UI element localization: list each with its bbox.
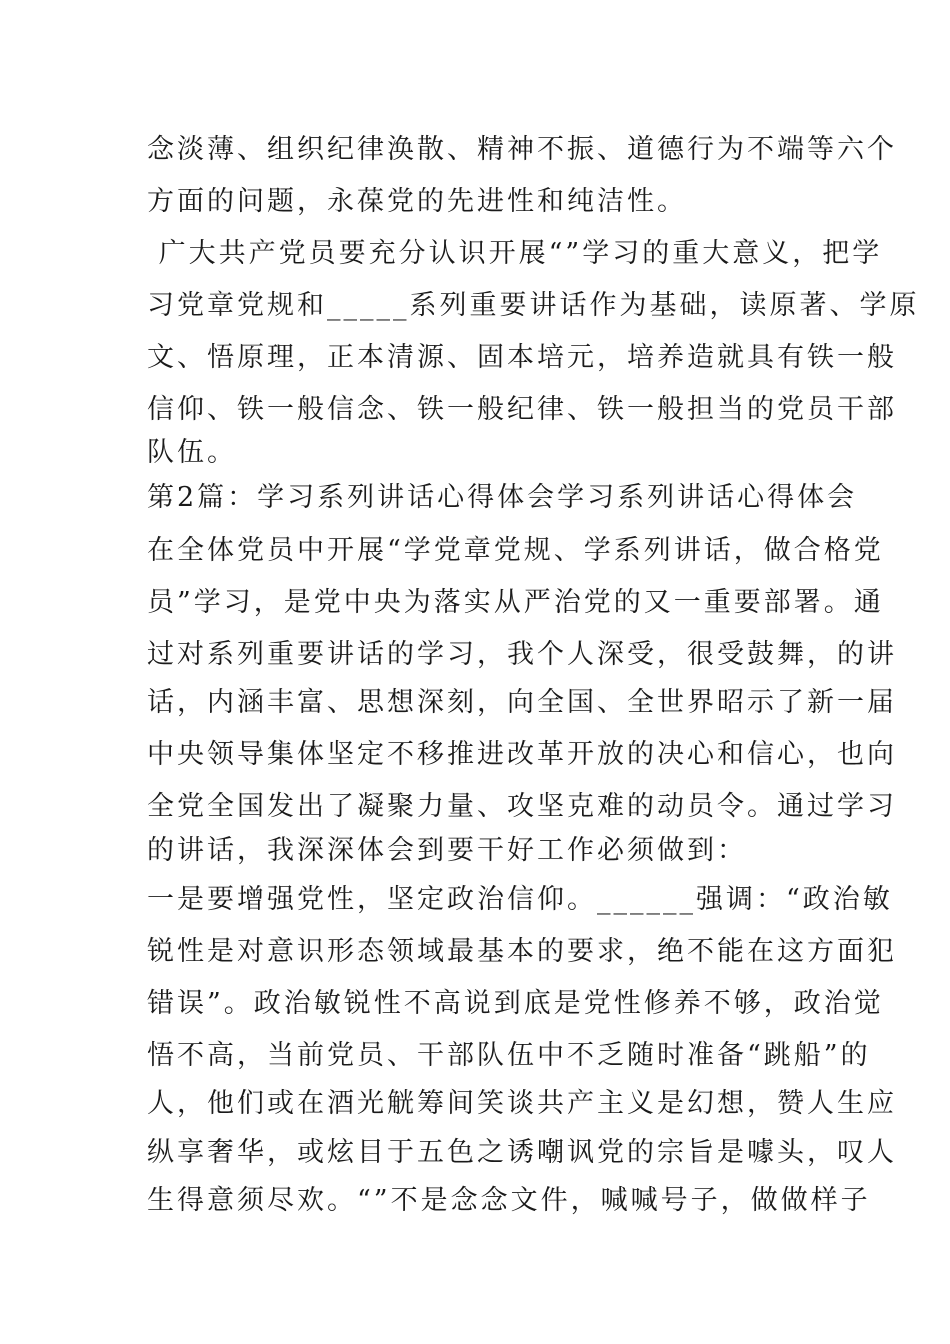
text-line: 人，他们或在酒光觥筹间笑谈共产主义是幻想，赞人生应 [147,1088,897,1119]
text-line: 习党章党规和_____系列重要讲话作为基础，读原著、学原 [147,290,920,321]
text-line: 锐性是对意识形态领域最基本的要求，绝不能在这方面犯 [147,936,897,967]
text-line: 在全体党员中开展“学党章党规、学系列讲话，做合格党 [147,535,884,566]
text-line: 信仰、铁一般信念、铁一般纪律、铁一般担当的党员干部 [147,394,897,425]
text-line: 员”学习，是党中央为落实从严治党的又一重要部署。通 [147,587,884,618]
text-line: 生得意须尽欢。“”不是念念文件，喊喊号子，做做样子 [147,1185,871,1216]
text-line: 话，内涵丰富、思想深刻，向全国、全世界昭示了新一届 [147,687,897,718]
text-line: 念淡薄、组织纪律涣散、精神不振、道德行为不端等六个 [147,134,897,165]
text-line: 方面的问题，永葆党的先进性和纯洁性。 [147,186,687,217]
text-line: 纵享奢华，或炫目于五色之诱嘲讽党的宗旨是噱头，叹人 [147,1137,897,1168]
text-line: 错误”。政治敏锐性不高说到底是党性修养不够，政治觉 [147,988,884,1019]
text-line: 一是要增强党性，坚定政治信仰。______强调：“政治敏 [147,884,893,915]
text-line: 中央领导集体坚定不移推进改革开放的决心和信心，也向 [147,739,897,770]
section-heading: 第2篇：学习系列讲话心得体会学习系列讲话心得体会 [147,482,858,513]
text-line: 全党全国发出了凝聚力量、攻坚克难的动员令。通过学习 [147,791,897,822]
text-line: 队伍。 [147,437,237,468]
text-line: 悟不高，当前党员、干部队伍中不乏随时准备“跳船”的 [147,1040,871,1071]
text-line: 的讲话，我深深体会到要干好工作必须做到： [147,835,747,866]
text-line: 文、悟原理，正本清源、固本培元，培养造就具有铁一般 [147,342,897,373]
text-line: 广大共产党员要充分认识开展“”学习的重大意义，把学 [147,238,883,269]
text-line: 过对系列重要讲话的学习，我个人深受，很受鼓舞，的讲 [147,639,897,670]
